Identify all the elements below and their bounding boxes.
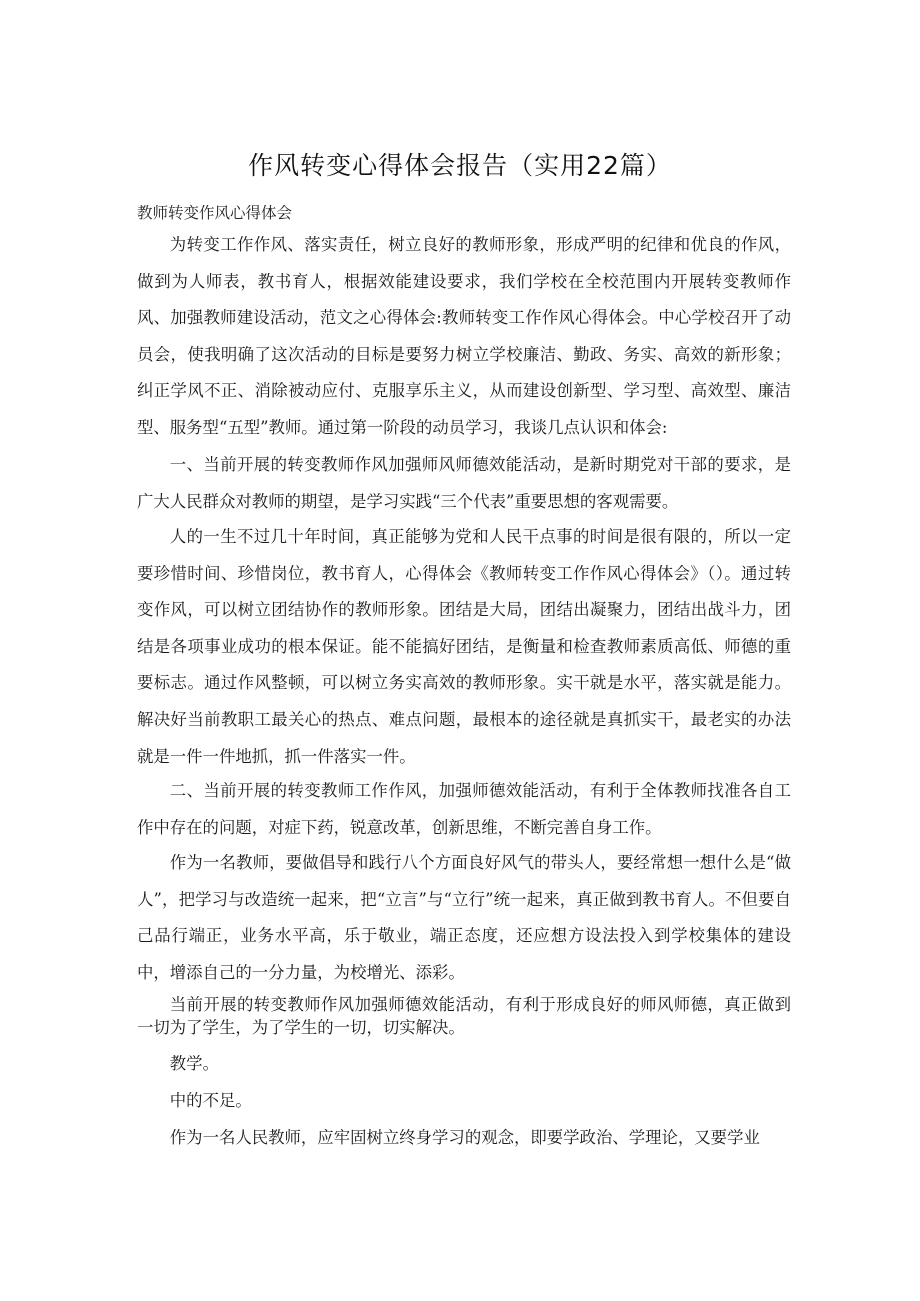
paragraph-8: 中的不足。	[169, 1091, 252, 1110]
paragraph-5: 作为一名教师，要做倡导和践行八个方面良好风气的带头人，要经常想一想什么是“做人”，把学习与改造统一起来，把“立言”与“立行”统一起来，真正做到教书育人。不但要自己品行端正，业务水平高，乐于敬业，端正态度，还应想方设法投入到学校集体的建设中，增添自己的一分力量，为校增光、添彩。	[137, 853, 791, 982]
paragraph-4: 二、当前开展的转变教师工作作风，加强师德效能活动，有利于全体教师找准各自工作中存在的问题，对症下药，锐意改革，创新思维，不断完善自身工作。	[137, 781, 791, 837]
paragraph-2: 一、当前开展的转变教师作风加强师风师德效能活动，是新时期党对干部的要求，是广大人民群众对教师的期望，是学习实践“三个代表”重要思想的客观需要。	[137, 455, 791, 511]
paragraph-3: 人的一生不过几十年时间，真正能够为党和人民干点事的时间是很有限的，所以一定要珍惜时间、珍惜岗位，教书育人，心得体会《教师转变工作作风心得体会》（）。通过转变作风，可以树立团结协作的教师形象。团结是大局，团结出凝聚力，团结出战斗力，团结是各项事业成功的根本保证。能不能搞好团结，是衡量和检查教师素质高低、师德的重要标志。通过作风整顿，可以树立务实高效的教师形象。实干就是水平，落实就是能力。解决好当前教职工最关心的热点、难点问题，最根本的途径就是真抓实干，最老实的办法就是一件一件地抓，抓一件落实一件。	[137, 527, 791, 766]
paragraph-1: 为转变工作作风、落实责任，树立良好的教师形象，形成严明的纪律和优良的作风，做到为人师表，教书育人，根据效能建设要求，我们学校在全校范围内开展转变教师作风、加强教师建设活动，范文之心得体会:教师转变工作作风心得体会。中心学校召开了动员会，使我明确了这次活动的目标是要努力树立学校廉洁、勤政、务实、高效的新形象；纠正学风不正、消除被动应付、克服享乐主义，从而建设创新型、学习型、高效型、廉洁型、服务型“五型”教师。通过第一阶段的动员学习，我谈几点认识和体会:	[137, 235, 791, 437]
document-title: 作风转变心得体会报告（实用22篇）	[248, 151, 672, 180]
paragraph-9: 作为一名人民教师，应牢固树立终身学习的观念，即要学政治、学理论，又要学业	[169, 1128, 760, 1147]
paragraph-6: 当前开展的转变教师作风加强师德效能活动，有利于形成良好的师风师德，真正做到一切为了学生，为了学生的一切，切实解决。	[137, 995, 791, 1037]
document-subtitle: 教师转变作风心得体会	[137, 204, 293, 222]
paragraph-7: 教学。	[169, 1054, 219, 1073]
